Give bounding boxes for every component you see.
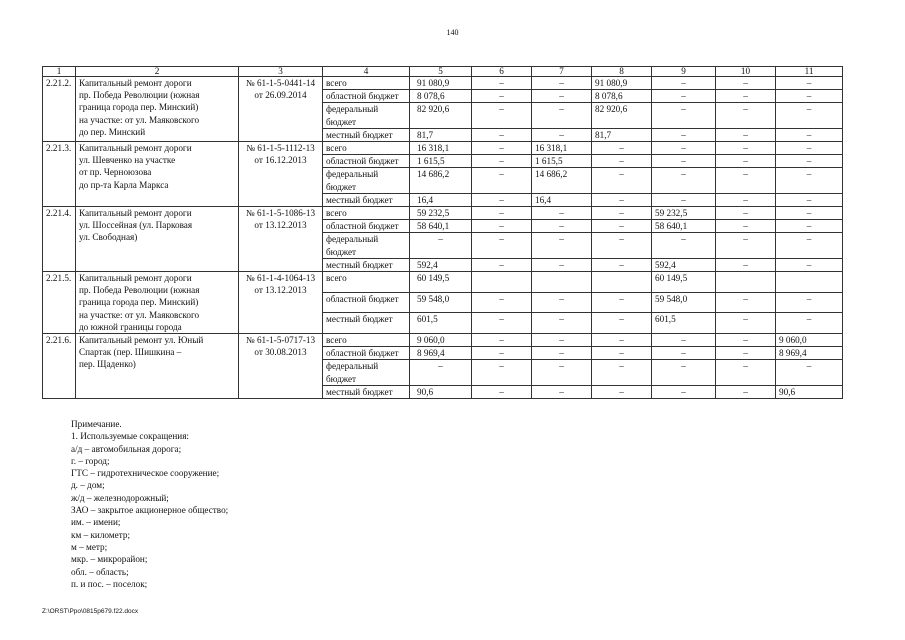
value-cell: – [776,313,843,334]
value-cell: – [776,258,843,271]
value-cell: – [716,292,776,313]
item-title-line: Спартак (пер. Шишкина – [79,347,182,358]
value-cell: – [716,360,776,385]
value-cell: 90,6 [776,385,843,398]
header-cell: 2 [76,67,239,77]
value-cell: 16,4 [532,193,592,206]
funding-source: областной бюджет [323,292,410,313]
value-cell: – [652,168,716,193]
value-cell: – [776,155,843,168]
value-cell: 9 060,0 [776,334,843,347]
value-cell: – [716,258,776,271]
value-cell: – [776,128,843,141]
table-row [43,142,843,155]
value-cell: – [652,142,716,155]
file-path-footer: Z:\ORST\Ppo\0815p679.f22.docx [42,608,139,615]
value-cell: – [716,142,776,155]
value-cell: – [652,90,716,103]
value-cell: 14 686,2 [532,168,592,193]
value-cell: – [776,103,843,128]
value-cell: – [652,385,716,398]
value-cell: 601,5 [652,313,716,334]
note-line: д. – дом; [71,480,105,491]
value-cell: – [776,233,843,258]
value-cell: 81,7 [592,128,652,141]
value-cell: – [532,313,592,334]
value-cell [472,272,532,293]
value-cell [716,272,776,293]
value-cell: – [472,313,532,334]
value-cell: – [532,360,592,385]
value-cell: – [716,103,776,128]
funding-source: всего [323,272,410,293]
value-cell: – [592,193,652,206]
note-line: ГТС – гидротехническое сооружение; [71,468,220,479]
value-cell: – [592,258,652,271]
document-ref-line: от 16.12.2013 [254,155,307,166]
document-ref [239,272,323,334]
value-cell: – [532,385,592,398]
value-cell: – [592,168,652,193]
funding-source: областной бюджет [323,347,410,360]
item-title-line: ул. Шевченко на участке [79,155,176,166]
value-cell: – [410,360,472,385]
funding-source: местный бюджет [323,385,410,398]
value-cell: – [652,347,716,360]
value-cell: – [716,155,776,168]
value-cell: 8 969,4 [776,347,843,360]
table-row [43,207,843,220]
item-title-line: до южной границы города [79,321,182,332]
note-line: м – метр; [71,541,108,552]
value-cell: – [716,193,776,206]
document-ref-line: от 13.12.2013 [254,220,307,231]
item-title-line: ул. Свободная) [79,232,138,243]
item-number: 2.21.6. [43,334,76,399]
note-line: ЗАО – закрытое акционерное общество; [71,505,229,516]
value-cell: 1 615,5 [532,155,592,168]
item-number: 2.21.4. [43,207,76,272]
value-cell: 91 080,9 [410,77,472,90]
funding-source: всего [323,334,410,347]
item-title-line: пр. Победа Революции (южная [79,90,200,101]
value-cell: 59 548,0 [652,292,716,313]
note-line: Примечание. [71,419,122,429]
value-cell: 16 318,1 [410,142,472,155]
table-row [43,77,843,90]
document-ref-line: от 26.09.2014 [254,90,307,101]
item-title-line: на участке: от ул. Маяковского [79,114,200,125]
value-cell: – [472,292,532,313]
value-cell: 8 969,4 [410,347,472,360]
document-ref-line: № 61-1-4-1064-13 [245,273,316,284]
value-cell: – [716,90,776,103]
header-cell: 6 [472,67,532,77]
value-cell: – [532,292,592,313]
header-cell: 11 [776,67,843,77]
value-cell: – [472,207,532,220]
value-cell: 60 149,5 [652,272,716,293]
funding-source: местный бюджет [323,193,410,206]
value-cell: – [592,220,652,233]
value-cell: 592,4 [652,258,716,271]
value-cell: – [716,168,776,193]
item-title-line: до пр-та Карла Маркса [79,179,169,190]
funding-source: местный бюджет [323,128,410,141]
value-cell: – [776,77,843,90]
value-cell: – [652,155,716,168]
value-cell: – [532,347,592,360]
value-cell: – [716,334,776,347]
value-cell: – [532,128,592,141]
note-line: км – километр; [71,529,131,540]
value-cell: – [592,313,652,334]
value-cell: – [472,155,532,168]
value-cell: – [472,90,532,103]
item-title-line: Капитальный ремонт дороги [79,143,192,154]
funding-source: федеральный бюджет [323,360,410,385]
value-cell: – [776,292,843,313]
header-cell: 3 [239,67,323,77]
value-cell: – [472,142,532,155]
header-cell: 5 [410,67,472,77]
document-ref-line: № 61-1-5-0441-14 [245,78,316,88]
budget-table [42,66,843,399]
table-row [43,334,843,347]
value-cell: – [592,334,652,347]
value-cell: 59 548,0 [410,292,472,313]
note-line: а/д – автомобильная дорога; [71,443,182,454]
item-title-line: Капитальный ремонт ул. Юный [79,335,204,346]
document-ref [239,207,323,272]
value-cell: – [592,207,652,220]
value-cell: – [472,77,532,90]
document-ref-line: № 61-1-5-1086-13 [245,208,316,219]
note-line: г. – город; [71,455,110,466]
item-title-line: от пр. Черноюзова [79,167,152,178]
value-cell: – [716,77,776,90]
value-cell: – [716,385,776,398]
note-line: 1. Используемые сокращения: [71,431,189,442]
value-cell: – [592,360,652,385]
funding-source: всего [323,77,410,90]
value-cell: – [776,90,843,103]
document-ref-line: № 61-1-5-0717-13 [245,335,316,346]
item-title [76,272,239,334]
value-cell: – [776,193,843,206]
funding-source: областной бюджет [323,155,410,168]
item-title-line: пр. Победа Революции (южная [79,285,200,296]
value-cell: 82 920,6 [410,103,472,128]
document-ref-line: № 61-1-5-1112-13 [246,143,315,154]
document-ref-line: от 30.08.2013 [254,347,307,358]
value-cell: – [592,347,652,360]
value-cell: 82 920,6 [592,103,652,128]
value-cell: – [532,207,592,220]
funding-source: всего [323,207,410,220]
funding-source: местный бюджет [323,258,410,271]
value-cell: – [592,292,652,313]
value-cell: – [592,142,652,155]
value-cell: – [652,103,716,128]
item-title-line: Капитальный ремонт дороги [79,78,192,88]
value-cell: – [716,233,776,258]
value-cell: – [776,142,843,155]
document-ref [239,142,323,207]
value-cell: – [472,385,532,398]
value-cell: – [592,385,652,398]
funding-source: федеральный бюджет [323,168,410,193]
value-cell: – [472,128,532,141]
header-cell: 4 [323,67,410,77]
value-cell: 58 640,1 [652,220,716,233]
value-cell [592,272,652,293]
value-cell: – [716,220,776,233]
funding-source: федеральный бюджет [323,103,410,128]
funding-source: всего [323,142,410,155]
value-cell: 1 615,5 [410,155,472,168]
item-title [76,207,239,272]
value-cell: – [532,258,592,271]
value-cell: – [472,360,532,385]
header-row [43,67,843,77]
item-title [76,77,239,142]
header-cell: 8 [592,67,652,77]
value-cell: – [776,360,843,385]
note-line: им. – имени; [71,517,121,528]
notes-block [71,418,228,590]
value-cell: – [652,128,716,141]
header-cell: 9 [652,67,716,77]
value-cell: – [472,103,532,128]
value-cell: – [776,220,843,233]
value-cell: – [652,360,716,385]
value-cell: – [652,334,716,347]
value-cell: 91 080,9 [592,77,652,90]
document-ref [239,77,323,142]
value-cell: – [532,103,592,128]
value-cell: – [776,207,843,220]
value-cell: 59 232,5 [652,207,716,220]
value-cell: – [472,258,532,271]
value-cell: 14 686,2 [410,168,472,193]
value-cell: 81,7 [410,128,472,141]
value-cell: – [532,77,592,90]
value-cell: – [776,168,843,193]
value-cell: – [472,233,532,258]
item-title-line: ул. Шоссейная (ул. Парковая [79,220,193,231]
value-cell: – [532,220,592,233]
value-cell [776,272,843,293]
value-cell: – [472,220,532,233]
value-cell: 8 078,6 [410,90,472,103]
value-cell: – [532,334,592,347]
item-title-line: граница города пер. Минский) [79,102,199,113]
item-title-line: Капитальный ремонт дороги [79,273,192,284]
page-number: 140 [446,28,459,37]
item-number: 2.21.5. [43,272,76,334]
value-cell: 58 640,1 [410,220,472,233]
value-cell: 8 078,6 [592,90,652,103]
value-cell: – [472,168,532,193]
document-ref [239,334,323,399]
value-cell: 90,6 [410,385,472,398]
value-cell: – [472,347,532,360]
item-title-line: граница города пер. Минский) [79,297,199,308]
document-ref-line: от 13.12.2013 [254,285,307,296]
item-title-line: до пер. Минский [79,126,146,137]
value-cell: 16 318,1 [532,142,592,155]
value-cell: – [472,334,532,347]
item-title [76,142,239,207]
value-cell: 601,5 [410,313,472,334]
item-title-line: на участке: от ул. Маяковского [79,309,200,320]
value-cell: – [716,347,776,360]
value-cell: 16,4 [410,193,472,206]
value-cell: – [652,193,716,206]
note-line: ж/д – железнодорожный; [71,492,169,503]
item-title-line: Капитальный ремонт дороги [79,208,192,219]
value-cell: – [652,233,716,258]
funding-source: областной бюджет [323,90,410,103]
funding-source: областной бюджет [323,220,410,233]
funding-source: местный бюджет [323,313,410,334]
note-line: п. и пос. – поселок; [71,578,148,589]
value-cell: – [410,233,472,258]
funding-source: федеральный бюджет [323,233,410,258]
value-cell: – [592,155,652,168]
value-cell: – [592,233,652,258]
table-row [43,272,843,293]
value-cell: – [716,207,776,220]
note-line: мкр. – микрорайон; [71,554,148,565]
note-line: обл. – область; [71,566,129,577]
value-cell: 592,4 [410,258,472,271]
value-cell: – [532,90,592,103]
value-cell: 59 232,5 [410,207,472,220]
value-cell: – [716,128,776,141]
value-cell: – [472,193,532,206]
value-cell: – [652,77,716,90]
item-number: 2.21.2. [43,77,76,142]
item-number: 2.21.3. [43,142,76,207]
value-cell: – [716,313,776,334]
item-title-line: пер. Щаденко) [79,359,136,370]
value-cell: – [532,233,592,258]
value-cell: 60 149,5 [410,272,472,293]
header-cell: 1 [43,67,76,77]
header-cell: 7 [532,67,592,77]
header-cell: 10 [716,67,776,77]
value-cell: 9 060,0 [410,334,472,347]
item-title [76,334,239,399]
value-cell [532,272,592,293]
